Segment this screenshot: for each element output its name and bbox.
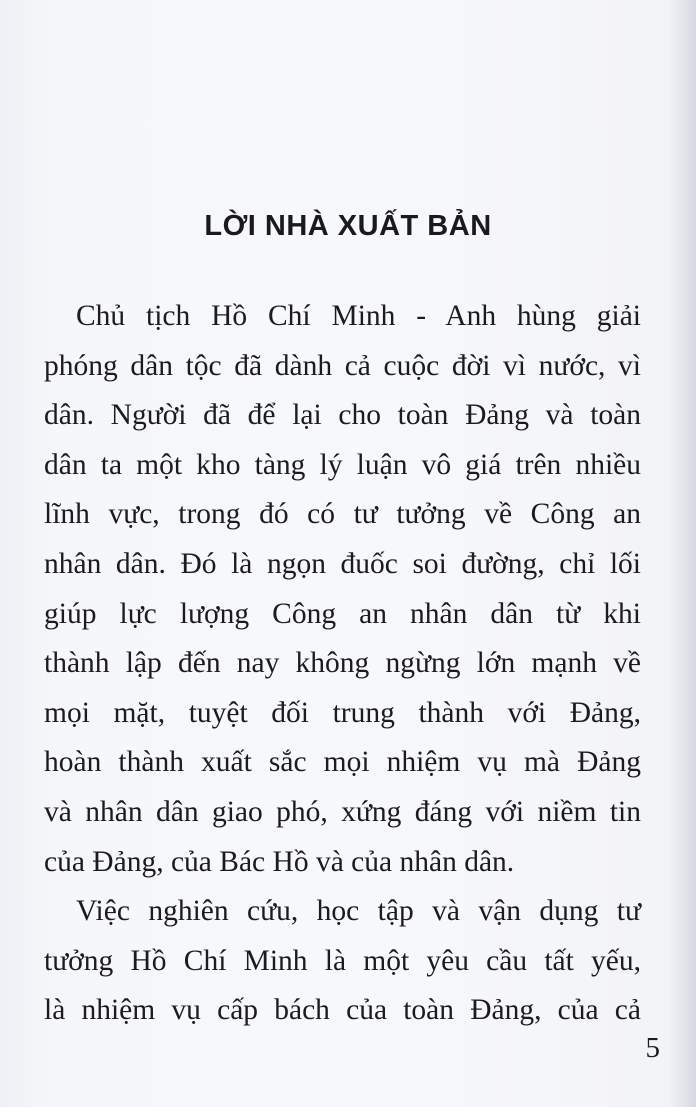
text-line: Việc nghiên cứu, học tập và vận dụng tư — [76, 895, 641, 928]
text-line: tưởng Hồ Chí Minh là một yêu cầu tất yếu, — [44, 944, 641, 977]
text-line: dân ta một kho tàng lý luận vô giá trên nhiều — [44, 448, 641, 481]
text-line: thành lập đến nay không ngừng lớn mạnh về — [44, 647, 641, 680]
text-line: và nhân dân giao phó, xứng đáng với niềm tin — [44, 795, 641, 828]
text-line: của Đảng, của Bác Hồ và của nhân dân. — [44, 845, 515, 878]
text-line: phóng dân tộc đã dành cả cuộc đời vì nước, vì — [44, 349, 641, 382]
text-line: là nhiệm vụ cấp bách của toàn Đảng, của cả — [44, 994, 641, 1027]
page-number: 5 — [645, 1032, 660, 1064]
text-line: dân. Người đã để lại cho toàn Đảng và toàn — [44, 399, 641, 432]
text-line: mọi mặt, tuyệt đối trung thành với Đảng, — [44, 696, 641, 729]
page-edge-shadow — [668, 0, 696, 1107]
body-text — [44, 292, 641, 1036]
text-line: Chủ tịch Hồ Chí Minh - Anh hùng giải — [76, 300, 641, 332]
text-line: nhân dân. Đó là ngọn đuốc soi đường, chỉ lối — [44, 547, 641, 580]
text-line: lĩnh vực, trong đó có tư tưởng về Công an — [44, 498, 641, 531]
text-line: hoàn thành xuất sắc mọi nhiệm vụ mà Đảng — [44, 746, 641, 779]
page-heading: LỜI NHÀ XUẤT BẢN — [204, 210, 492, 242]
text-line: giúp lực lượng Công an nhân dân từ khi — [44, 597, 641, 630]
